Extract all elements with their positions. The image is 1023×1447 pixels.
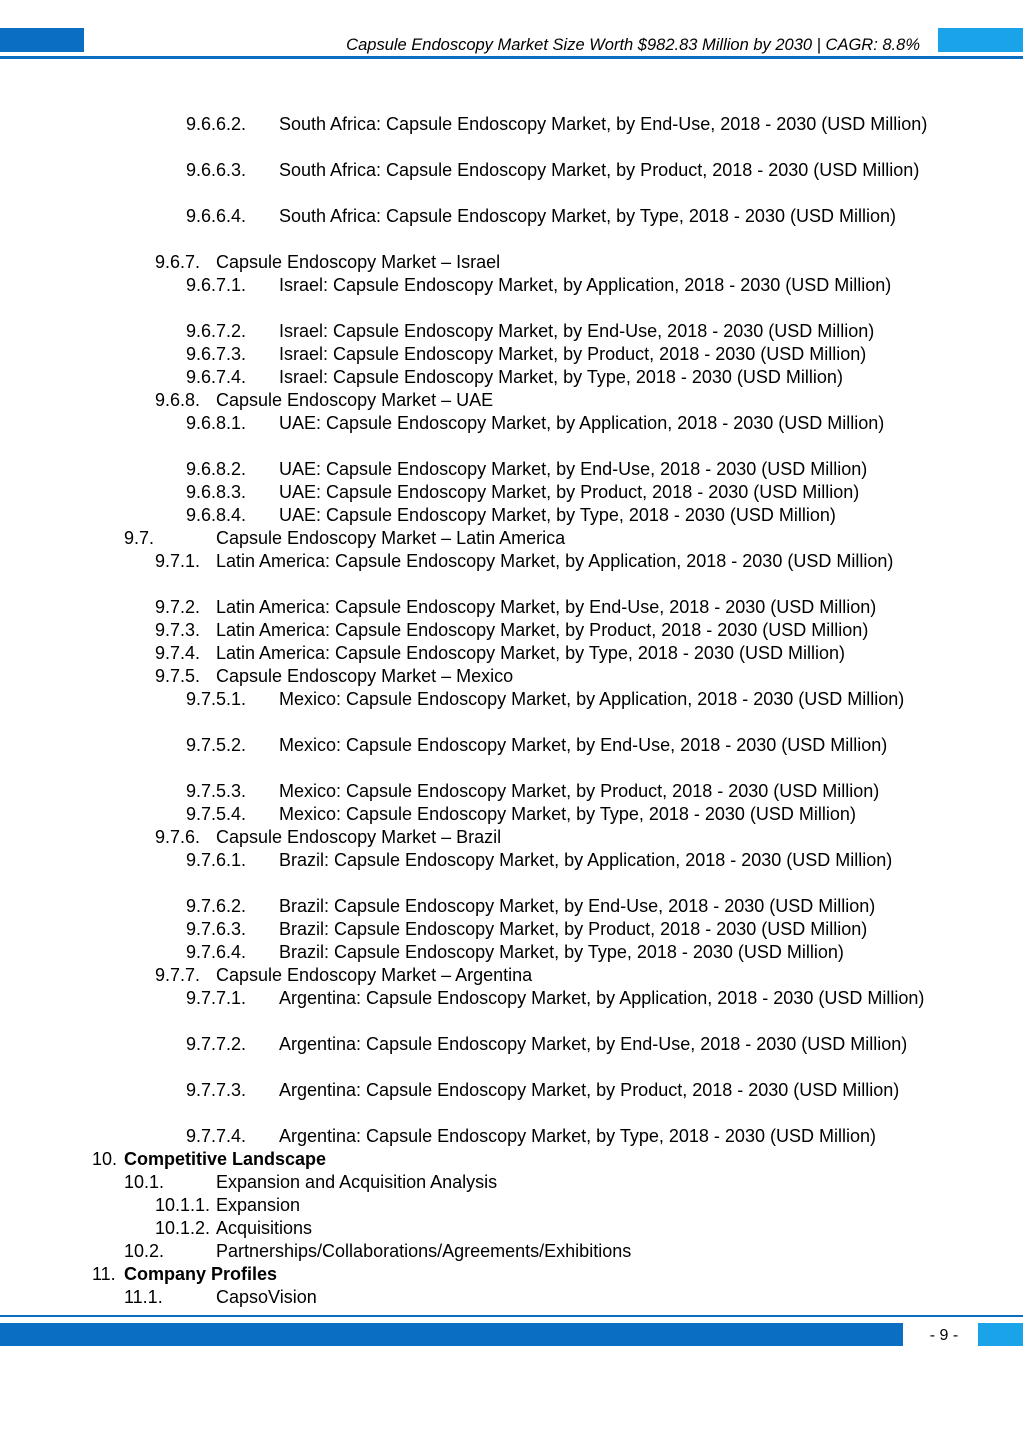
header-accent-right xyxy=(938,28,1023,52)
toc-entry-number: 9.7.5. xyxy=(155,666,201,686)
toc-entry-title: Expansion and Acquisition Analysis xyxy=(216,1172,498,1192)
toc-entry-number: 9.7.3. xyxy=(155,620,201,640)
toc-entry-title: Israel: Capsule Endoscopy Market, by Type, 2018 - 2030 (USD Million) xyxy=(279,367,843,387)
toc-entry-title: Argentina: Capsule Endoscopy Market, by Product, 2018 - 2030 (USD Million) xyxy=(279,1080,900,1100)
toc-entry-number: 9.7.7.4. xyxy=(186,1126,247,1146)
toc-entry-title: Competitive Landscape xyxy=(124,1149,327,1169)
toc-entry xyxy=(0,113,1023,159)
toc-entry-title: Latin America: Capsule Endoscopy Market, by Product, 2018 - 2030 (USD Million) xyxy=(216,620,869,640)
toc-entry xyxy=(0,320,1023,343)
toc-entry-number: 9.7.4. xyxy=(155,643,201,663)
toc-entry-title: Mexico: Capsule Endoscopy Market, by End-Use, 2018 - 2030 (USD Million) xyxy=(279,735,888,755)
header-rule xyxy=(0,56,1023,59)
toc-entry-title: UAE: Capsule Endoscopy Market, by End-Use, 2018 - 2030 (USD Million) xyxy=(279,459,868,479)
toc-entry-number: 9.6.6.3. xyxy=(186,160,247,180)
toc-entry xyxy=(0,251,1023,274)
toc-entry-number: 9.6.8. xyxy=(155,390,201,410)
toc-entry xyxy=(0,941,1023,964)
toc-entry-number: 9.7.7.3. xyxy=(186,1080,247,1100)
toc-entry xyxy=(0,504,1023,527)
toc-entry xyxy=(0,550,1023,596)
toc-entry-title: Capsule Endoscopy Market – UAE xyxy=(216,390,494,410)
toc-entry-title: Mexico: Capsule Endoscopy Market, by Product, 2018 - 2030 (USD Million) xyxy=(279,781,880,801)
toc-entry-number: 9.6.8.3. xyxy=(186,482,247,502)
toc-entry xyxy=(0,1125,1023,1148)
toc-entry xyxy=(0,619,1023,642)
toc-entry-title: Brazil: Capsule Endoscopy Market, by Type, 2018 - 2030 (USD Million) xyxy=(279,942,844,962)
toc-entry-number: 9.7.7.1. xyxy=(186,988,247,1008)
toc-entry xyxy=(0,205,1023,251)
toc-entry-number: 9.6.8.2. xyxy=(186,459,247,479)
toc-entry xyxy=(0,1240,1023,1263)
toc-entry-number: 10. xyxy=(92,1149,118,1169)
toc-entry xyxy=(0,274,1023,320)
toc-entry-number: 9.6.7.1. xyxy=(186,275,247,295)
toc-entry-title: Brazil: Capsule Endoscopy Market, by Application, 2018 - 2030 (USD Million) xyxy=(279,850,893,870)
toc-entry xyxy=(0,1033,1023,1079)
toc-entry-number: 9.7.6.4. xyxy=(186,942,247,962)
toc-entry-title: Israel: Capsule Endoscopy Market, by Application, 2018 - 2030 (USD Million) xyxy=(279,275,892,295)
toc-entry-title: Expansion xyxy=(216,1195,301,1215)
toc-entry-number: 9.6.7.3. xyxy=(186,344,247,364)
toc-entry-number: 10.1.2. xyxy=(155,1218,211,1238)
toc-entry xyxy=(0,1286,1023,1309)
footer-rule xyxy=(0,1315,1023,1317)
footer-accent-right xyxy=(978,1323,1023,1346)
toc-entry-title: Latin America: Capsule Endoscopy Market, by Application, 2018 - 2030 (USD Million) xyxy=(216,551,894,571)
toc-entry-number: 9.7. xyxy=(124,528,155,548)
toc-entry-number: 9.7.6.2. xyxy=(186,896,247,916)
toc-entry xyxy=(0,1194,1023,1217)
toc-entry-title: CapsoVision xyxy=(216,1287,317,1307)
toc-entry xyxy=(0,1171,1023,1194)
toc-entry-title: Capsule Endoscopy Market – Brazil xyxy=(216,827,502,847)
toc-entry xyxy=(0,665,1023,688)
toc-entry-title: UAE: Capsule Endoscopy Market, by Application, 2018 - 2030 (USD Million) xyxy=(279,413,885,433)
toc-entry xyxy=(0,895,1023,918)
header-accent-left xyxy=(0,28,84,52)
toc-entry xyxy=(0,366,1023,389)
toc-entry-number: 9.7.2. xyxy=(155,597,201,617)
toc-entry-number: 11. xyxy=(92,1264,116,1284)
toc-entry xyxy=(0,688,1023,734)
toc-entry xyxy=(0,596,1023,619)
toc-entry-number: 9.6.8.1. xyxy=(186,413,247,433)
toc-entry-number: 9.7.7. xyxy=(155,965,201,985)
toc-entry xyxy=(0,780,1023,803)
toc-entry-title: Argentina: Capsule Endoscopy Market, by Application, 2018 - 2030 (USD Million) xyxy=(279,988,925,1008)
toc-entry-title: Acquisitions xyxy=(216,1218,313,1238)
toc-entry xyxy=(0,1217,1023,1240)
toc-entry xyxy=(0,412,1023,458)
toc-entry xyxy=(0,159,1023,205)
toc-entry-number: 9.7.5.4. xyxy=(186,804,247,824)
toc-entry xyxy=(0,849,1023,895)
toc-entry-number: 9.7.7.2. xyxy=(186,1034,247,1054)
toc-entry-number: 9.6.6.4. xyxy=(186,206,247,226)
toc-entry xyxy=(0,918,1023,941)
toc-entry-title: Company Profiles xyxy=(124,1264,278,1284)
toc-entry xyxy=(0,987,1023,1033)
toc-entry xyxy=(0,458,1023,481)
toc-entry-title: Brazil: Capsule Endoscopy Market, by Product, 2018 - 2030 (USD Million) xyxy=(279,919,868,939)
page-number: - 9 - xyxy=(929,1327,959,1344)
toc-entry-number: 9.6.7.2. xyxy=(186,321,247,341)
toc-entry-title: Israel: Capsule Endoscopy Market, by End-Use, 2018 - 2030 (USD Million) xyxy=(279,321,875,341)
toc-entry-number: 9.7.1. xyxy=(155,551,201,571)
toc-entry-title: South Africa: Capsule Endoscopy Market, by End-Use, 2018 - 2030 (USD Million) xyxy=(279,114,928,134)
toc-entry-title: Latin America: Capsule Endoscopy Market, by End-Use, 2018 - 2030 (USD Million) xyxy=(216,597,877,617)
toc-entry-title: Capsule Endoscopy Market – Israel xyxy=(216,252,501,272)
toc-entry-title: UAE: Capsule Endoscopy Market, by Type, 2018 - 2030 (USD Million) xyxy=(279,505,836,525)
toc-entry-title: Capsule Endoscopy Market – Argentina xyxy=(216,965,533,985)
toc-entry-number: 11.1. xyxy=(124,1287,163,1307)
toc-entry-number: 10.2. xyxy=(124,1241,165,1261)
table-of-contents xyxy=(0,113,1023,1309)
toc-entry-number: 10.1.1. xyxy=(155,1195,211,1215)
toc-entry xyxy=(0,389,1023,412)
toc-entry-number: 9.7.6.1. xyxy=(186,850,247,870)
toc-entry xyxy=(0,642,1023,665)
toc-entry-number: 9.7.6.3. xyxy=(186,919,247,939)
toc-entry-number: 9.6.6.2. xyxy=(186,114,247,134)
toc-entry-number: 9.6.8.4. xyxy=(186,505,247,525)
toc-entry xyxy=(0,527,1023,550)
toc-entry xyxy=(0,1148,1023,1171)
toc-entry xyxy=(0,481,1023,504)
toc-entry-title: Argentina: Capsule Endoscopy Market, by Type, 2018 - 2030 (USD Million) xyxy=(279,1126,876,1146)
toc-entry-title: UAE: Capsule Endoscopy Market, by Product, 2018 - 2030 (USD Million) xyxy=(279,482,860,502)
toc-entry-title: Brazil: Capsule Endoscopy Market, by End-Use, 2018 - 2030 (USD Million) xyxy=(279,896,876,916)
toc-entry-title: Latin America: Capsule Endoscopy Market, by Type, 2018 - 2030 (USD Million) xyxy=(216,643,845,663)
toc-entry xyxy=(0,343,1023,366)
toc-entry-number: 9.7.5.2. xyxy=(186,735,247,755)
toc-entry-number: 9.6.7.4. xyxy=(186,367,247,387)
toc-entry-title: Capsule Endoscopy Market – Latin America xyxy=(216,528,566,548)
toc-entry-title: Argentina: Capsule Endoscopy Market, by End-Use, 2018 - 2030 (USD Million) xyxy=(279,1034,908,1054)
toc-entry-title: Mexico: Capsule Endoscopy Market, by Type, 2018 - 2030 (USD Million) xyxy=(279,804,856,824)
toc-entry xyxy=(0,964,1023,987)
toc-entry-number: 10.1. xyxy=(124,1172,165,1192)
toc-entry-title: Mexico: Capsule Endoscopy Market, by Application, 2018 - 2030 (USD Million) xyxy=(279,689,905,709)
toc-entry-title: South Africa: Capsule Endoscopy Market, by Product, 2018 - 2030 (USD Million) xyxy=(279,160,920,180)
toc-entry xyxy=(0,734,1023,780)
toc-entry xyxy=(0,826,1023,849)
footer-bar xyxy=(0,1323,903,1346)
toc-entry-title: Partnerships/Collaborations/Agreements/Exhibitions xyxy=(216,1241,632,1261)
toc-entry-number: 9.7.5.3. xyxy=(186,781,247,801)
toc-entry xyxy=(0,803,1023,826)
toc-entry xyxy=(0,1263,1023,1286)
header-title: Capsule Endoscopy Market Size Worth $982.83 Million by 2030 | CAGR: 8.8% xyxy=(346,36,920,54)
toc-entry-title: Israel: Capsule Endoscopy Market, by Product, 2018 - 2030 (USD Million) xyxy=(279,344,867,364)
toc-entry xyxy=(0,1079,1023,1125)
toc-entry-number: 9.7.5.1. xyxy=(186,689,247,709)
toc-entry-title: South Africa: Capsule Endoscopy Market, by Type, 2018 - 2030 (USD Million) xyxy=(279,206,896,226)
toc-entry-number: 9.7.6. xyxy=(155,827,201,847)
toc-entry-number: 9.6.7. xyxy=(155,252,201,272)
toc-entry-title: Capsule Endoscopy Market – Mexico xyxy=(216,666,514,686)
